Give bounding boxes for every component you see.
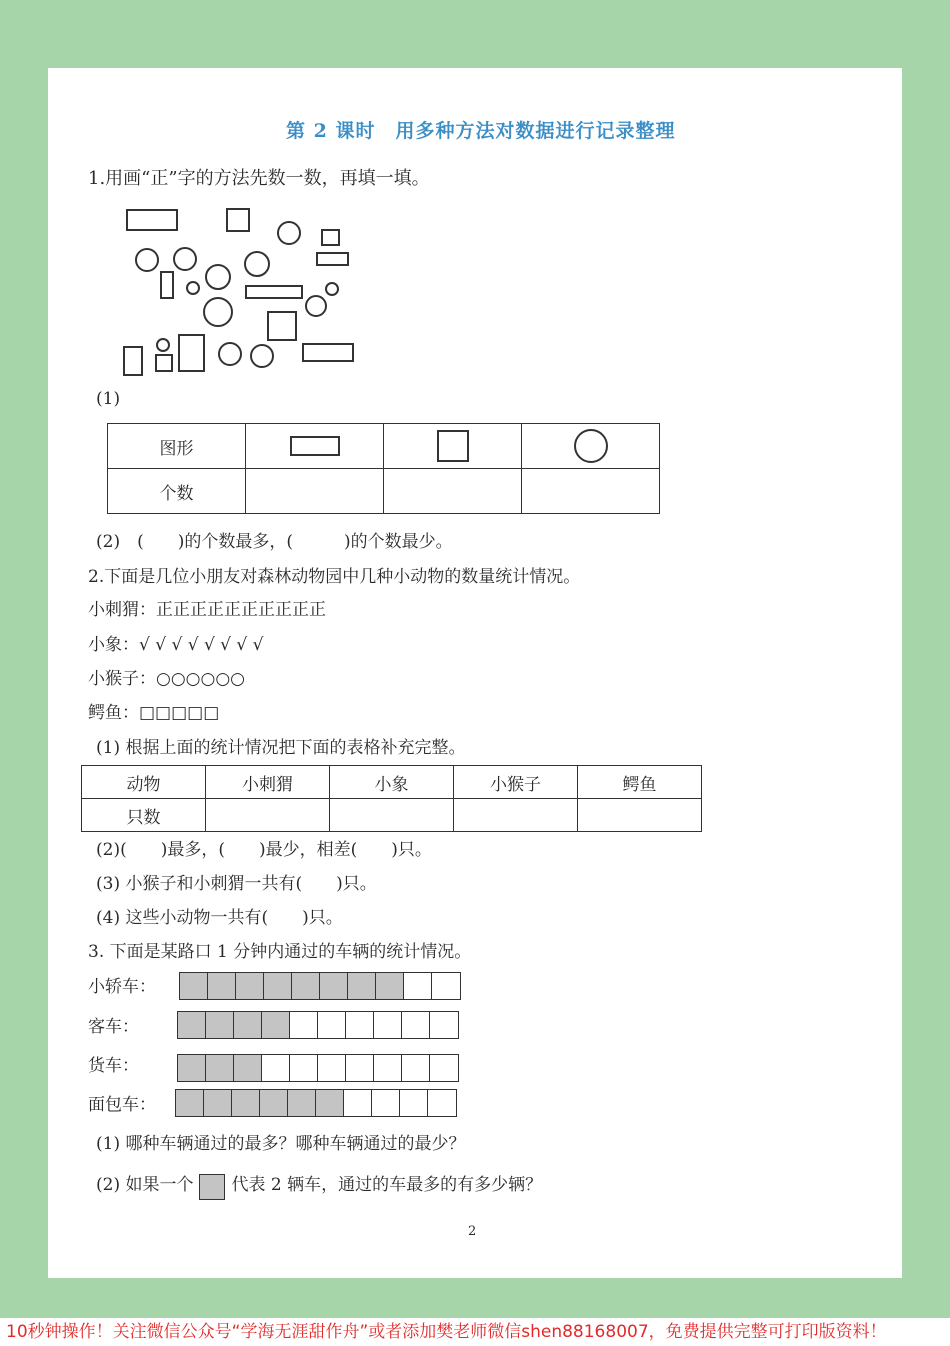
circle-icon <box>250 344 274 368</box>
q1-table-circle-cell <box>522 424 660 469</box>
filled-cell <box>234 1055 262 1081</box>
tally-marks: ○○○○○○ <box>156 669 246 689</box>
filled-cell <box>348 973 376 999</box>
tally-label: 小刺猬： <box>88 600 156 620</box>
q2-answer-elephant[interactable] <box>330 799 454 832</box>
rectangle-icon <box>123 346 143 376</box>
bar-car <box>179 972 461 1000</box>
filled-cell <box>178 1055 206 1081</box>
filled-cell <box>288 1090 316 1116</box>
filled-cell <box>264 973 292 999</box>
circle-icon <box>205 264 231 290</box>
filled-cell <box>234 1012 262 1038</box>
empty-cell <box>402 1055 430 1081</box>
empty-cell <box>346 1055 374 1081</box>
circle-icon <box>325 282 339 296</box>
empty-cell <box>432 973 460 999</box>
q1-part1-label: (1) <box>96 389 121 409</box>
worksheet-page <box>48 68 902 1278</box>
rectangle-icon <box>160 271 174 299</box>
tally-marks: 正正正正正正正正正正 <box>156 600 326 620</box>
q2-prompt: 2.下面是几位小朋友对森林动物园中几种小动物的数量统计情况。 <box>88 567 581 587</box>
q1-table-header-count: 个数 <box>108 469 246 514</box>
circle-icon <box>203 297 233 327</box>
q3-part2-after: 代表 2 辆车，通过的车最多的有多少辆？ <box>231 1175 543 1195</box>
filled-cell <box>176 1090 204 1116</box>
q1-part2: (2) ( )的个数最多，( )的个数最少。 <box>96 532 453 552</box>
q3-label-car: 小轿车： <box>88 977 156 997</box>
empty-cell <box>344 1090 372 1116</box>
q2-header-animal: 动物 <box>82 766 206 799</box>
q2-header-elephant: 小象 <box>330 766 454 799</box>
q3-label-van: 面包车： <box>88 1095 156 1115</box>
filled-cell <box>320 973 348 999</box>
page-title: 第 2 课时 用多种方法对数据进行记录整理 <box>286 120 676 142</box>
circle-icon <box>218 342 242 366</box>
tally-marks: √ √ √ √ √ √ √ √ <box>139 635 264 655</box>
q2-part3: (3) 小猴子和小刺猬一共有( )只。 <box>96 874 377 894</box>
empty-cell <box>346 1012 374 1038</box>
filled-cell <box>232 1090 260 1116</box>
q3-prompt: 3. 下面是某路口 1 分钟内通过的车辆的统计情况。 <box>88 942 472 962</box>
q2-row-label: 只数 <box>82 799 206 832</box>
empty-cell <box>318 1055 346 1081</box>
square-icon <box>267 311 297 341</box>
filled-cell <box>316 1090 344 1116</box>
bar-van <box>175 1089 457 1117</box>
filled-cell <box>376 973 404 999</box>
filled-cell <box>292 973 320 999</box>
tally-label: 小象： <box>88 635 139 655</box>
q2-answer-crocodile[interactable] <box>578 799 702 832</box>
q3-part1: (1) 哪种车辆通过的最多？哪种车辆通过的最少？ <box>96 1134 466 1154</box>
empty-cell <box>404 973 432 999</box>
tally-elephant <box>88 630 264 655</box>
q2-header-crocodile: 鳄鱼 <box>578 766 702 799</box>
q2-part4: (4) 这些小动物一共有( )只。 <box>96 908 343 928</box>
rectangle-icon <box>302 343 354 362</box>
bar-bus <box>177 1011 459 1039</box>
square-icon <box>321 229 340 246</box>
circle-icon <box>244 251 270 277</box>
q1-answer-circle[interactable] <box>522 469 660 514</box>
promo-footer: 10秒钟操作！关注微信公众号“学海无涯甜作舟”或者添加樊老师微信shen88168007，免费提供完整可打印版资料！ <box>0 1318 950 1346</box>
q2-answer-monkey[interactable] <box>454 799 578 832</box>
tally-hedgehog <box>88 595 326 620</box>
filled-cell <box>208 973 236 999</box>
q1-table-square-cell <box>384 424 522 469</box>
empty-cell <box>262 1055 290 1081</box>
filled-cell <box>206 1055 234 1081</box>
empty-cell <box>290 1012 318 1038</box>
q2-table <box>81 765 702 832</box>
q1-answer-rect[interactable] <box>246 469 384 514</box>
q2-header-hedgehog: 小刺猬 <box>206 766 330 799</box>
rectangle-icon <box>316 252 349 266</box>
circle-icon <box>135 248 159 272</box>
rectangle-icon <box>126 209 178 231</box>
q1-prompt: 1.用画“正”字的方法先数一数，再填一填。 <box>88 168 430 189</box>
rectangle-icon <box>245 285 303 299</box>
page-number: 2 <box>468 1224 477 1239</box>
q1-table-header-shape: 图形 <box>108 424 246 469</box>
square-icon <box>155 354 173 372</box>
q3-label-bus: 客车： <box>88 1017 139 1037</box>
q1-table <box>107 423 660 514</box>
q2-header-monkey: 小猴子 <box>454 766 578 799</box>
empty-cell <box>428 1090 456 1116</box>
filled-cell <box>206 1012 234 1038</box>
filled-cell <box>178 1012 206 1038</box>
rectangle-icon <box>290 436 340 456</box>
empty-cell <box>372 1090 400 1116</box>
empty-cell <box>374 1055 402 1081</box>
filled-cell <box>204 1090 232 1116</box>
circle-icon <box>173 247 197 271</box>
q1-answer-square[interactable] <box>384 469 522 514</box>
filled-cell <box>236 973 264 999</box>
empty-cell <box>290 1055 318 1081</box>
filled-cell <box>260 1090 288 1116</box>
q3-part2 <box>96 1170 542 1200</box>
empty-cell <box>374 1012 402 1038</box>
circle-icon <box>277 221 301 245</box>
circle-icon <box>186 281 200 295</box>
circle-icon <box>574 429 608 463</box>
empty-cell <box>430 1055 458 1081</box>
empty-cell <box>318 1012 346 1038</box>
circle-icon <box>156 338 170 352</box>
circle-icon <box>305 295 327 317</box>
filled-cell <box>262 1012 290 1038</box>
empty-cell <box>430 1012 458 1038</box>
filled-cell <box>180 973 208 999</box>
q3-label-truck: 货车： <box>88 1056 139 1076</box>
empty-cell <box>400 1090 428 1116</box>
q2-part2: (2)( )最多，( )最少，相差( )只。 <box>96 840 432 860</box>
gray-square-icon <box>199 1174 225 1200</box>
empty-cell <box>402 1012 430 1038</box>
tally-label: 鳄鱼： <box>88 703 139 723</box>
tally-label: 小猴子： <box>88 669 156 689</box>
bar-truck <box>177 1054 459 1082</box>
q2-part1: (1) 根据上面的统计情况把下面的表格补充完整。 <box>96 738 466 758</box>
square-icon <box>437 430 469 462</box>
tally-crocodile <box>88 698 219 723</box>
rectangle-icon <box>178 334 205 372</box>
q3-part2-before: (2) 如果一个 <box>96 1175 194 1195</box>
square-icon <box>226 208 250 232</box>
q1-table-rect-cell <box>246 424 384 469</box>
tally-marks: □□□□□ <box>139 703 220 723</box>
tally-monkey <box>88 664 245 689</box>
q2-answer-hedgehog[interactable] <box>206 799 330 832</box>
